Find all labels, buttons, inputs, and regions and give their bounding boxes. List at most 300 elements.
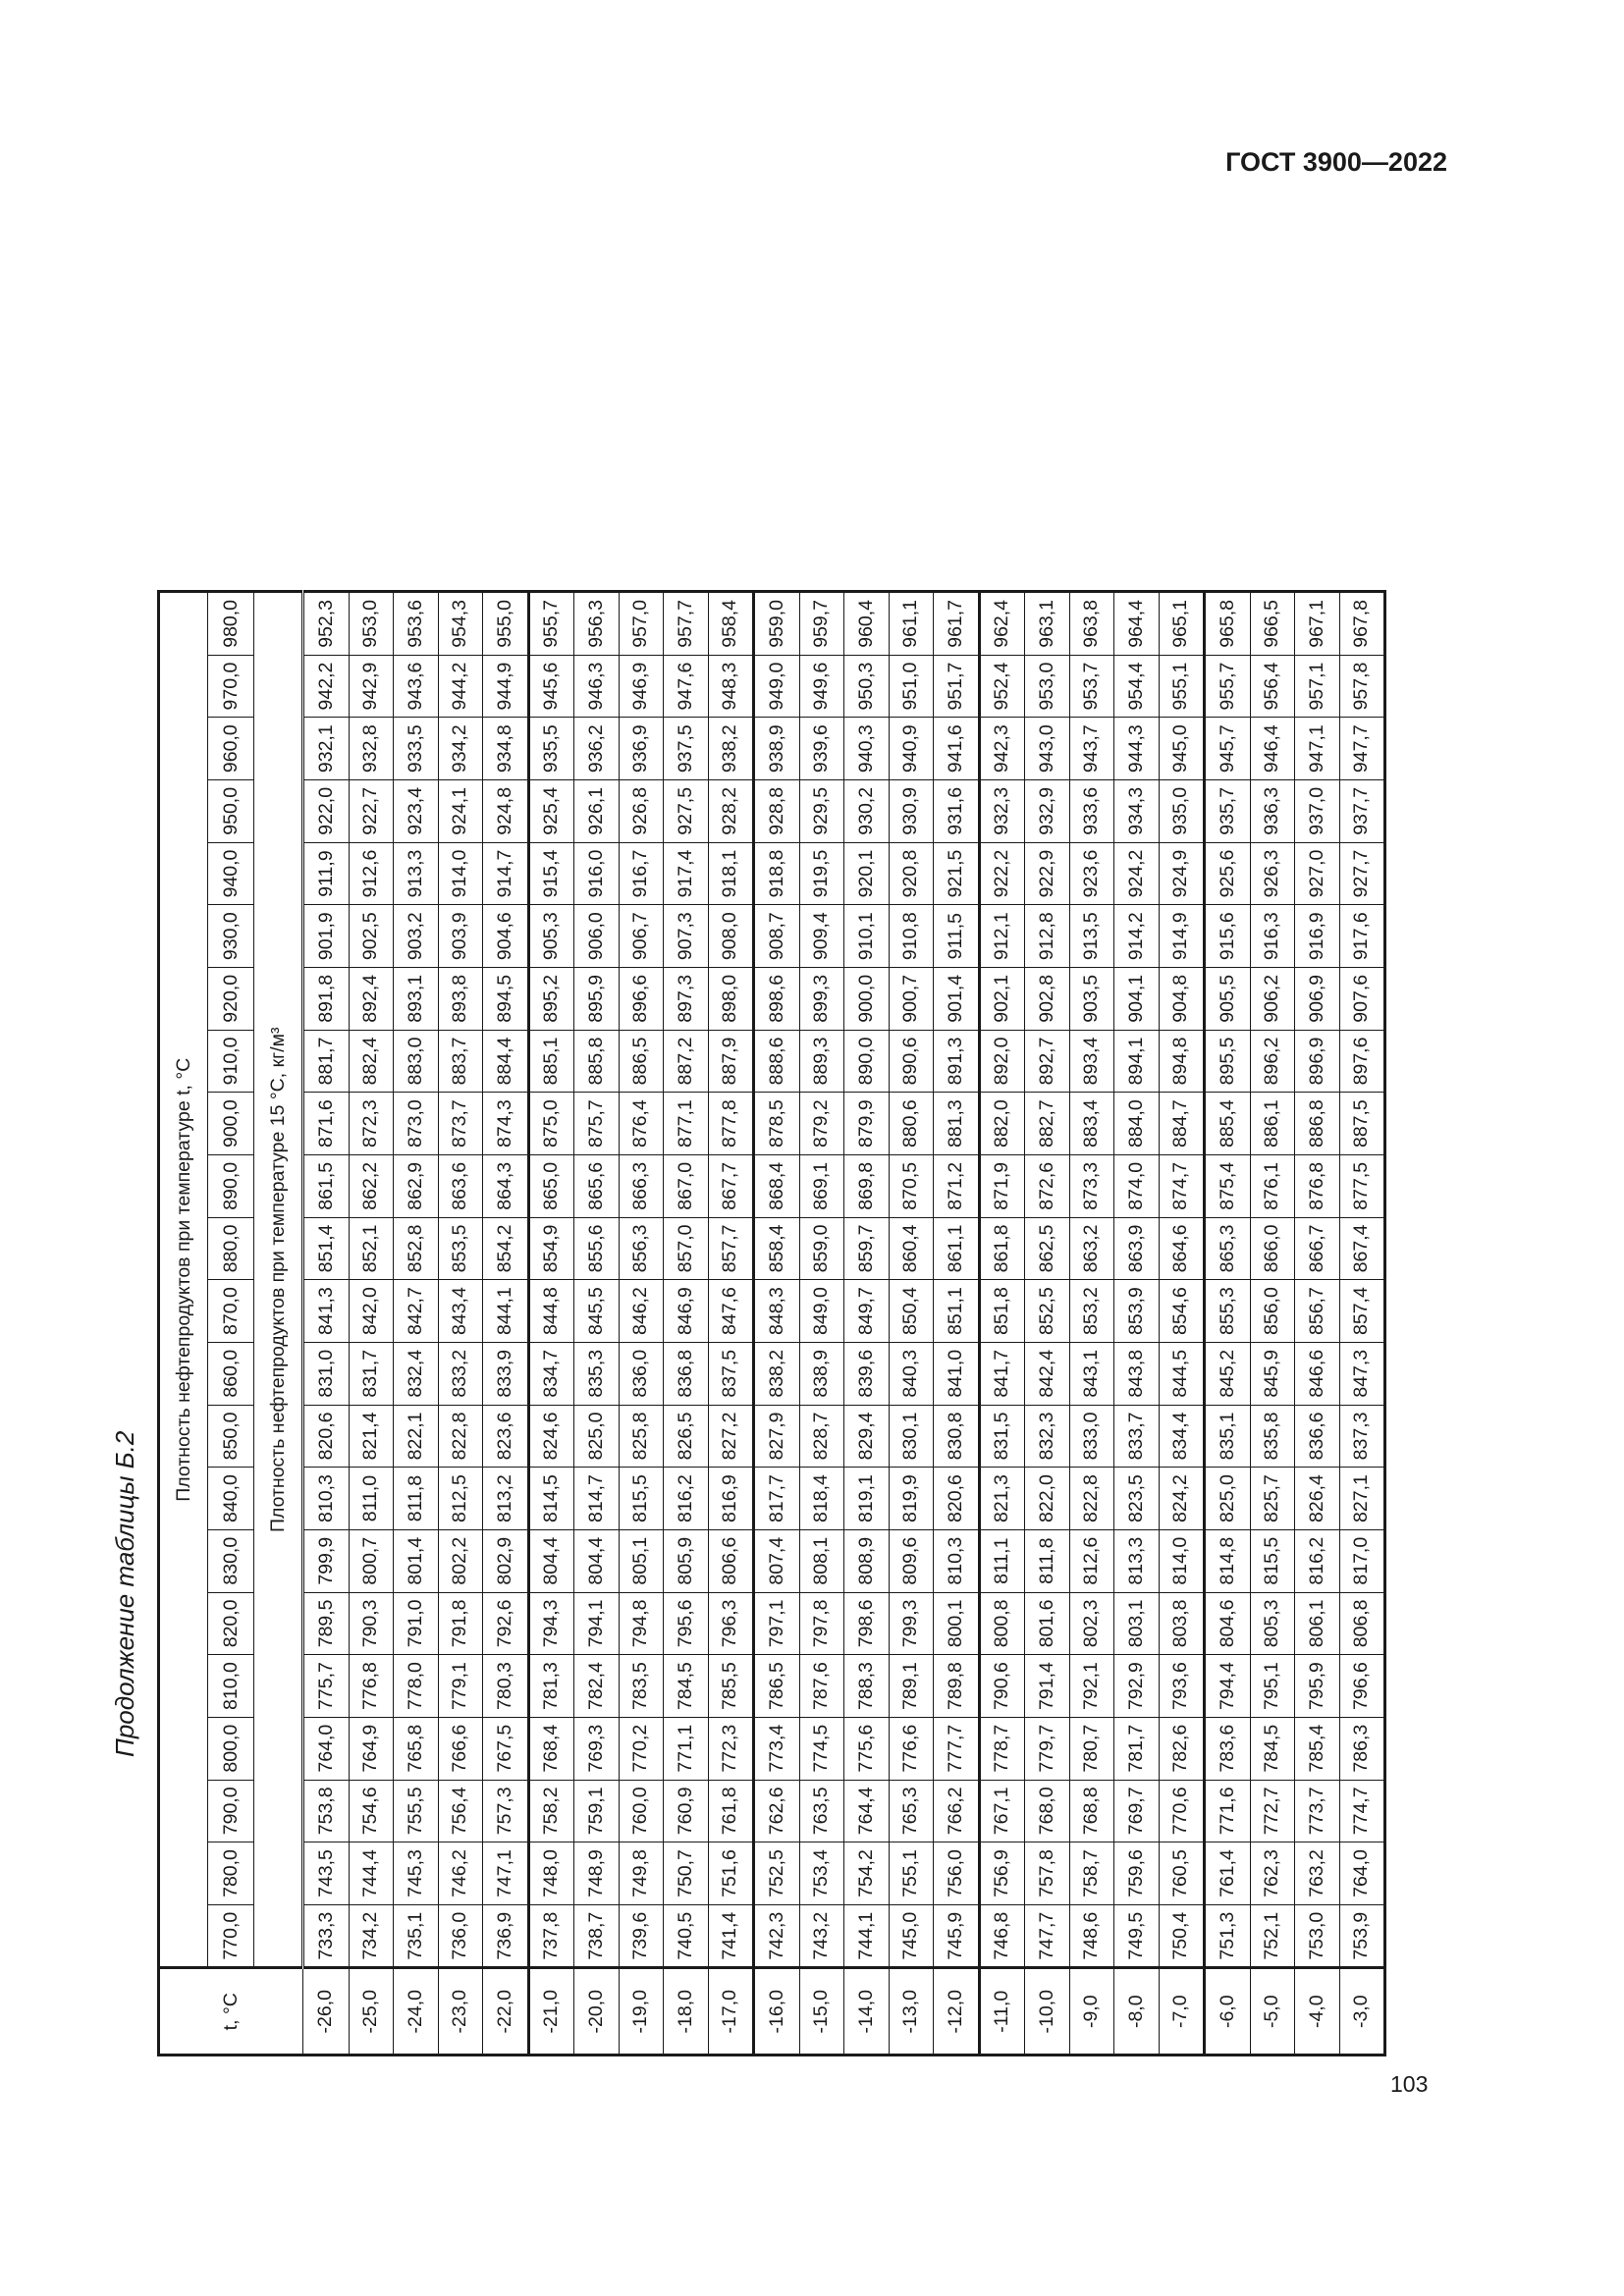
density-cell: 843,1	[1069, 1342, 1114, 1405]
density-cell: 940,9	[889, 718, 934, 780]
column-header: 780,0	[208, 1842, 254, 1905]
density-cell: 772,3	[708, 1717, 754, 1780]
density-cell: 781,3	[528, 1655, 574, 1718]
density-cell: 753,9	[1339, 1904, 1385, 1968]
table-row	[979, 592, 1025, 2056]
density-cell: 952,3	[303, 592, 350, 656]
density-cell: 919,5	[799, 842, 844, 905]
density-cell: 858,4	[754, 1217, 800, 1280]
density-cell: 951,7	[934, 655, 980, 718]
density-cell: 847,3	[1339, 1342, 1385, 1405]
density-cell: 776,8	[349, 1655, 394, 1718]
density-cell: 873,0	[394, 1093, 439, 1155]
density-cell: 906,2	[1250, 967, 1295, 1030]
density-cell: 841,3	[303, 1280, 350, 1343]
density-cell: 792,9	[1114, 1655, 1160, 1718]
density-cell: 768,4	[528, 1717, 574, 1780]
temperature-cell: -3,0	[1339, 1968, 1385, 2056]
density-cell: 820,6	[934, 1468, 980, 1530]
density-cell: 788,3	[844, 1655, 890, 1718]
density-cell: 942,3	[979, 718, 1025, 780]
density-cell: 849,7	[844, 1280, 890, 1343]
density-cell: 851,4	[303, 1217, 350, 1280]
table-caption: Продолжение таблицы Б.2	[110, 1430, 139, 1757]
density-cell: 937,5	[664, 718, 709, 780]
density-cell: 903,2	[394, 905, 439, 968]
density-cell: 770,2	[619, 1717, 664, 1780]
density-cell: 876,1	[1250, 1154, 1295, 1217]
density-cell: 817,0	[1339, 1529, 1385, 1592]
density-cell: 908,0	[708, 905, 754, 968]
density-cell: 878,5	[754, 1093, 800, 1155]
density-cell: 880,6	[889, 1093, 934, 1155]
group-header: Плотность нефтепродуктов при температуре t, °C	[159, 592, 208, 1968]
density-cell: 946,9	[619, 655, 664, 718]
density-cell: 916,7	[619, 842, 664, 905]
density-cell: 836,8	[664, 1342, 709, 1405]
density-cell: 827,2	[708, 1405, 754, 1468]
density-cell: 894,5	[483, 967, 529, 1030]
density-cell: 789,5	[303, 1592, 350, 1655]
density-cell: 755,1	[889, 1842, 934, 1905]
density-cell: 741,4	[708, 1904, 754, 1968]
table-row	[708, 592, 754, 2056]
density-cell: 772,7	[1250, 1780, 1295, 1842]
density-cell: 904,8	[1159, 967, 1205, 1030]
density-cell: 920,8	[889, 842, 934, 905]
density-cell: 813,2	[483, 1468, 529, 1530]
density-cell: 833,7	[1114, 1405, 1160, 1468]
density-cell: 771,1	[664, 1717, 709, 1780]
density-cell: 922,2	[979, 842, 1025, 905]
density-cell: 736,9	[483, 1904, 529, 1968]
density-cell: 914,9	[1159, 905, 1205, 968]
density-cell: 867,0	[664, 1154, 709, 1217]
density-cell: 843,8	[1114, 1342, 1160, 1405]
density-cell: 819,1	[844, 1468, 890, 1530]
density-cell: 752,1	[1250, 1904, 1295, 1968]
temperature-cell: -21,0	[528, 1968, 574, 2056]
table-row	[1295, 592, 1340, 2056]
density-cell: 852,1	[349, 1217, 394, 1280]
density-cell: 780,7	[1069, 1717, 1114, 1780]
density-cell: 778,0	[394, 1655, 439, 1718]
temperature-cell: -7,0	[1159, 1968, 1205, 2056]
density-cell: 953,7	[1069, 655, 1114, 718]
density-cell: 805,9	[664, 1529, 709, 1592]
density-cell: 901,4	[934, 967, 980, 1030]
table-row	[844, 592, 890, 2056]
density-cell: 849,0	[799, 1280, 844, 1343]
column-header: 860,0	[208, 1342, 254, 1405]
density-cell: 861,5	[303, 1154, 350, 1217]
table-row	[1114, 592, 1160, 2056]
density-cell: 816,2	[664, 1468, 709, 1530]
density-cell: 768,8	[1069, 1780, 1114, 1842]
temperature-cell: -17,0	[708, 1968, 754, 2056]
density-cell: 836,6	[1295, 1405, 1340, 1468]
density-cell: 955,0	[483, 592, 529, 656]
density-cell: 762,3	[1250, 1842, 1295, 1905]
density-cell: 747,7	[1025, 1904, 1070, 1968]
density-cell: 877,8	[708, 1093, 754, 1155]
density-cell: 967,1	[1295, 592, 1340, 656]
density-cell: 844,8	[528, 1280, 574, 1343]
density-cell: 744,4	[349, 1842, 394, 1905]
density-cell: 887,9	[708, 1030, 754, 1093]
column-header: 930,0	[208, 905, 254, 968]
density-cell: 825,0	[1205, 1468, 1251, 1530]
density-cell: 811,1	[979, 1529, 1025, 1592]
density-cell: 832,4	[394, 1342, 439, 1405]
density-cell: 942,2	[303, 655, 350, 718]
page-number: 103	[1390, 2071, 1429, 2097]
density-cell: 918,8	[754, 842, 800, 905]
density-cell: 792,6	[483, 1592, 529, 1655]
density-cell: 914,0	[438, 842, 483, 905]
temperature-cell: -6,0	[1205, 1968, 1251, 2056]
density-cell: 812,6	[1069, 1529, 1114, 1592]
density-cell: 758,2	[528, 1780, 574, 1842]
density-cell: 891,8	[303, 967, 350, 1030]
density-cell: 784,5	[664, 1655, 709, 1718]
density-cell: 953,0	[1025, 655, 1070, 718]
density-cell: 773,4	[754, 1717, 800, 1780]
density-cell: 794,3	[528, 1592, 574, 1655]
density-cell: 750,4	[1159, 1904, 1205, 1968]
density-cell: 804,4	[574, 1529, 620, 1592]
table-row	[1250, 592, 1295, 2056]
density-cell: 838,2	[754, 1342, 800, 1405]
density-cell: 966,5	[1250, 592, 1295, 656]
table-row	[619, 592, 664, 2056]
density-cell: 927,5	[664, 780, 709, 843]
density-cell: 784,5	[1250, 1717, 1295, 1780]
density-cell: 742,3	[754, 1904, 800, 1968]
density-cell: 903,9	[438, 905, 483, 968]
density-cell: 799,9	[303, 1529, 350, 1592]
density-cell: 761,8	[708, 1780, 754, 1842]
density-cell: 844,5	[1159, 1342, 1205, 1405]
density-cell: 871,2	[934, 1154, 980, 1217]
density-cell: 947,7	[1339, 718, 1385, 780]
density-cell: 866,7	[1295, 1217, 1340, 1280]
density-cell: 924,9	[1159, 842, 1205, 905]
density-cell: 871,9	[979, 1154, 1025, 1217]
density-cell: 847,6	[708, 1280, 754, 1343]
density-cell: 813,3	[1114, 1529, 1160, 1592]
table-row	[1159, 592, 1205, 2056]
density-cell: 839,6	[844, 1342, 890, 1405]
density-cell: 877,5	[1339, 1154, 1385, 1217]
density-cell: 766,2	[934, 1780, 980, 1842]
density-cell: 811,8	[394, 1468, 439, 1530]
density-cell: 885,1	[528, 1030, 574, 1093]
table-row	[799, 592, 844, 2056]
density-cell: 953,6	[394, 592, 439, 656]
density-cell: 865,3	[1205, 1217, 1251, 1280]
density-cell: 843,4	[438, 1280, 483, 1343]
density-cell: 961,1	[889, 592, 934, 656]
density-cell: 857,0	[664, 1217, 709, 1280]
density-cell: 954,4	[1114, 655, 1160, 718]
column-header: 820,0	[208, 1592, 254, 1655]
density-cell: 957,0	[619, 592, 664, 656]
table-row	[349, 592, 394, 2056]
density-cell: 960,4	[844, 592, 890, 656]
density-cell: 902,5	[349, 905, 394, 968]
density-cell: 779,7	[1025, 1717, 1070, 1780]
density-cell: 756,0	[934, 1842, 980, 1905]
column-header: 960,0	[208, 718, 254, 780]
density-cell: 932,1	[303, 718, 350, 780]
density-cell: 964,4	[1114, 592, 1160, 656]
density-cell: 803,1	[1114, 1592, 1160, 1655]
density-cell: 799,3	[889, 1592, 934, 1655]
density-cell: 841,0	[934, 1342, 980, 1405]
density-cell: 915,4	[528, 842, 574, 905]
density-cell: 915,6	[1205, 905, 1251, 968]
density-cell: 892,7	[1025, 1030, 1070, 1093]
density-cell: 753,4	[799, 1842, 844, 1905]
density-cell: 882,7	[1025, 1093, 1070, 1155]
density-cell: 924,8	[483, 780, 529, 843]
density-cell: 907,3	[664, 905, 709, 968]
density-cell: 854,9	[528, 1217, 574, 1280]
density-cell: 828,7	[799, 1405, 844, 1468]
density-cell: 746,8	[979, 1904, 1025, 1968]
density-cell: 823,5	[1114, 1468, 1160, 1530]
temperature-cell: -18,0	[664, 1968, 709, 2056]
density-cell: 774,5	[799, 1717, 844, 1780]
density-cell: 820,6	[303, 1405, 350, 1468]
density-cell: 826,4	[1295, 1468, 1340, 1530]
density-cell: 925,4	[528, 780, 574, 843]
density-cell: 754,6	[349, 1780, 394, 1842]
density-cell: 821,4	[349, 1405, 394, 1468]
column-header: 770,0	[208, 1904, 254, 1968]
density-cell: 805,1	[619, 1529, 664, 1592]
density-cell: 845,2	[1205, 1342, 1251, 1405]
column-header: 840,0	[208, 1468, 254, 1530]
density-cell: 834,7	[528, 1342, 574, 1405]
density-cell: 956,4	[1250, 655, 1295, 718]
density-cell: 884,4	[483, 1030, 529, 1093]
table-row	[303, 592, 350, 2056]
density-cell: 956,3	[574, 592, 620, 656]
density-cell: 795,9	[1295, 1655, 1340, 1718]
column-header: 890,0	[208, 1154, 254, 1217]
column-header: 970,0	[208, 655, 254, 718]
density-cell: 845,9	[1250, 1342, 1295, 1405]
density-cell: 869,1	[799, 1154, 844, 1217]
density-cell: 794,4	[1205, 1655, 1251, 1718]
density-cell: 910,8	[889, 905, 934, 968]
density-cell: 965,1	[1159, 592, 1205, 656]
density-cell: 924,1	[438, 780, 483, 843]
density-cell: 855,6	[574, 1217, 620, 1280]
density-cell: 955,7	[1205, 655, 1251, 718]
density-cell: 874,7	[1159, 1154, 1205, 1217]
density-cell: 908,7	[754, 905, 800, 968]
temperature-cell: -23,0	[438, 1968, 483, 2056]
density-cell: 936,2	[574, 718, 620, 780]
density-cell: 822,8	[438, 1405, 483, 1468]
density-cell: 886,5	[619, 1030, 664, 1093]
density-cell: 738,7	[574, 1904, 620, 1968]
density-cell: 862,9	[394, 1154, 439, 1217]
density-cell: 791,4	[1025, 1655, 1070, 1718]
density-cell: 836,0	[619, 1342, 664, 1405]
density-cell: 824,6	[528, 1405, 574, 1468]
density-cell: 912,8	[1025, 905, 1070, 968]
density-cell: 937,7	[1339, 780, 1385, 843]
density-cell: 949,0	[754, 655, 800, 718]
density-cell: 935,0	[1159, 780, 1205, 843]
sub-header: Плотность нефтепродуктов при температуре 15 °C, кг/м³	[254, 592, 303, 1968]
density-cell: 822,8	[1069, 1468, 1114, 1530]
density-cell: 806,1	[1295, 1592, 1340, 1655]
density-cell: 961,7	[934, 592, 980, 656]
density-cell: 945,0	[1159, 718, 1205, 780]
density-cell: 781,7	[1114, 1717, 1160, 1780]
density-cell: 744,1	[844, 1904, 890, 1968]
density-cell: 802,9	[483, 1529, 529, 1592]
temperature-cell: -22,0	[483, 1968, 529, 2056]
density-cell: 930,2	[844, 780, 890, 843]
density-cell: 796,3	[708, 1592, 754, 1655]
density-cell: 806,8	[1339, 1592, 1385, 1655]
density-cell: 886,8	[1295, 1093, 1340, 1155]
density-cell: 866,3	[619, 1154, 664, 1217]
density-cell: 863,9	[1114, 1217, 1160, 1280]
density-cell: 888,6	[754, 1030, 800, 1093]
density-cell: 933,6	[1069, 780, 1114, 843]
density-cell: 928,2	[708, 780, 754, 843]
density-cell: 776,6	[889, 1717, 934, 1780]
density-cell: 759,1	[574, 1780, 620, 1842]
density-cell: 743,2	[799, 1904, 844, 1968]
density-cell: 786,5	[754, 1655, 800, 1718]
density-cell: 932,8	[349, 718, 394, 780]
density-cell: 872,3	[349, 1093, 394, 1155]
density-cell: 857,7	[708, 1217, 754, 1280]
density-cell: 833,2	[438, 1342, 483, 1405]
density-cell: 834,4	[1159, 1405, 1205, 1468]
column-header: 920,0	[208, 967, 254, 1030]
density-cell: 780,3	[483, 1655, 529, 1718]
density-cell: 846,9	[664, 1280, 709, 1343]
density-cell: 842,4	[1025, 1342, 1070, 1405]
density-cell: 808,9	[844, 1529, 890, 1592]
density-cell: 862,5	[1025, 1217, 1070, 1280]
density-cell: 875,4	[1205, 1154, 1251, 1217]
density-cell: 814,7	[574, 1468, 620, 1530]
density-cell: 926,1	[574, 780, 620, 843]
density-cell: 824,2	[1159, 1468, 1205, 1530]
density-cell: 811,0	[349, 1468, 394, 1530]
density-cell: 934,8	[483, 718, 529, 780]
temperature-cell: -20,0	[574, 1968, 620, 2056]
density-cell: 753,8	[303, 1780, 350, 1842]
density-cell: 837,3	[1339, 1405, 1385, 1468]
density-cell: 947,1	[1295, 718, 1340, 780]
density-cell: 785,5	[708, 1655, 754, 1718]
density-cell: 831,7	[349, 1342, 394, 1405]
t-column-header: t, °C	[159, 1968, 303, 2056]
density-cell: 883,0	[394, 1030, 439, 1093]
column-header: 880,0	[208, 1217, 254, 1280]
density-cell: 856,3	[619, 1217, 664, 1280]
density-cell: 914,7	[483, 842, 529, 905]
density-cell: 807,4	[754, 1529, 800, 1592]
column-header: 790,0	[208, 1780, 254, 1842]
density-cell: 796,6	[1339, 1655, 1385, 1718]
density-cell: 748,6	[1069, 1904, 1114, 1968]
column-header: 850,0	[208, 1405, 254, 1468]
density-cell: 825,7	[1250, 1468, 1295, 1530]
density-cell: 895,9	[574, 967, 620, 1030]
density-cell: 870,5	[889, 1154, 934, 1217]
density-cell: 869,8	[844, 1154, 890, 1217]
density-cell: 850,4	[889, 1280, 934, 1343]
density-cell: 760,0	[619, 1780, 664, 1842]
column-header: 950,0	[208, 780, 254, 843]
density-cell: 918,1	[708, 842, 754, 905]
density-cell: 948,3	[708, 655, 754, 718]
density-cell: 737,8	[528, 1904, 574, 1968]
density-cell: 962,4	[979, 592, 1025, 656]
density-cell: 951,0	[889, 655, 934, 718]
density-cell: 916,0	[574, 842, 620, 905]
density-cell: 895,2	[528, 967, 574, 1030]
density-cell: 906,9	[1295, 967, 1340, 1030]
density-cell: 745,3	[394, 1842, 439, 1905]
density-cell: 760,5	[1159, 1842, 1205, 1905]
density-cell: 816,9	[708, 1468, 754, 1530]
density-cell: 890,0	[844, 1030, 890, 1093]
density-cell: 769,3	[574, 1717, 620, 1780]
density-cell: 900,7	[889, 967, 934, 1030]
density-cell: 739,6	[619, 1904, 664, 1968]
column-header: 800,0	[208, 1717, 254, 1780]
density-cell: 947,6	[664, 655, 709, 718]
table-row	[664, 592, 709, 2056]
density-cell: 935,7	[1205, 780, 1251, 843]
density-cell: 735,1	[394, 1904, 439, 1968]
density-cell: 885,8	[574, 1030, 620, 1093]
density-cell: 783,6	[1205, 1717, 1251, 1780]
density-cell: 818,4	[799, 1468, 844, 1530]
density-cell: 887,5	[1339, 1093, 1385, 1155]
density-cell: 789,8	[934, 1655, 980, 1718]
density-cell: 853,5	[438, 1217, 483, 1280]
density-cell: 783,5	[619, 1655, 664, 1718]
density-cell: 882,4	[349, 1030, 394, 1093]
density-cell: 810,3	[303, 1468, 350, 1530]
density-cell: 814,5	[528, 1468, 574, 1530]
density-cell: 893,8	[438, 967, 483, 1030]
density-cell: 864,6	[1159, 1217, 1205, 1280]
density-cell: 944,2	[438, 655, 483, 718]
density-cell: 778,7	[979, 1717, 1025, 1780]
density-cell: 936,3	[1250, 780, 1295, 843]
density-cell: 945,6	[528, 655, 574, 718]
density-cell: 814,8	[1205, 1529, 1251, 1592]
density-cell: 800,8	[979, 1592, 1025, 1655]
column-header: 900,0	[208, 1093, 254, 1155]
density-cell: 750,7	[664, 1842, 709, 1905]
